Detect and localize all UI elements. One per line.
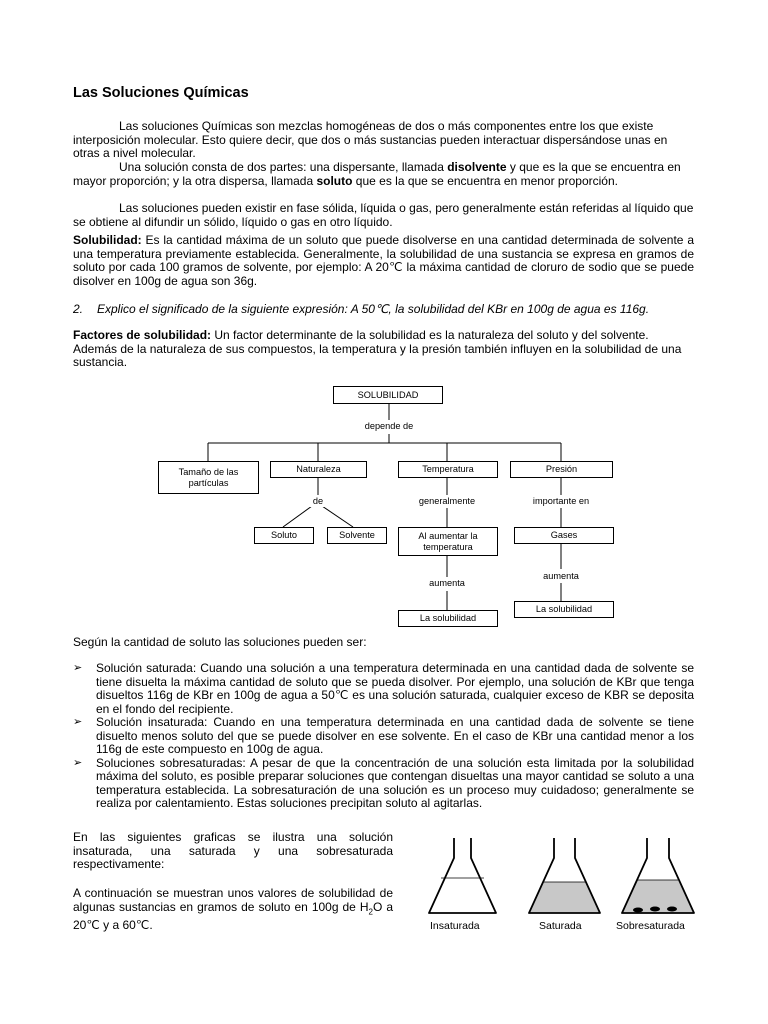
term-soluto: soluto [316,173,353,188]
intro-text-2a: Una solución consta de dos partes: una dispersante, llamada [119,160,448,174]
flask-saturada-icon [529,838,600,913]
node-naturaleza: Naturaleza [270,461,367,478]
solution-types-list [73,662,694,811]
flask-insaturada-icon [429,838,496,913]
flask-illustrations [410,830,710,925]
label-depende-de: depende de [350,421,428,432]
bullet-insaturada: Solución insaturada: Cuando en una temperatura determinada en una cantidad dada de solvente se tiene disuelto menos soluto del que se puede disolver en ese solvente. En el caso de KBr una cantidad menor a los 116g de este compuesto en 100g de agua. [96,715,694,756]
label-generalmente: generalmente [407,496,487,507]
node-al-aumentar: Al aumentar la temperatura [398,527,498,556]
solubilidad-text: Es la cantidad máxima de un soluto que puede disolverse en una cantidad determinada de solvente a una temperatura previamente establecida. Generalmente, la solubilidad de una sustancia se expresa en gramos de soluto por cada 100 gramos de solvente, por ejemplo: A 20℃ la máxima cantidad de cloruro de sodio que se puede disolver en 100g de agua son 36g. [73,233,694,288]
label-aumenta-temperatura: aumenta [417,578,477,589]
valores-text-b: O a 20℃ y a 60℃. [73,899,393,932]
intro-text-1: Las soluciones Químicas son mezclas homogéneas de dos o más componentes entre los que existe interposición molecular. Esto quiere decir, que dos o más sustancias pueden interactuar dispersándose unas en otras a nivel molecular. [73,119,668,161]
intro-text-3: Las soluciones pueden existir en fase sólida, líquida o gas, pero generalmente están referidas al líquido que se obtiene al difundir un sólido, líquido o gas en otro líquido. [73,201,694,229]
node-tamano: Tamaño de las partículas [158,461,259,494]
node-gases: Gases [514,527,614,544]
flask-sobresaturada-icon [622,838,694,913]
label-importante-en: importante en [521,496,601,507]
node-solvente: Solvente [327,527,387,544]
arrowhead-bullet-icon: ➢ [73,756,83,769]
node-soluto: Soluto [254,527,314,544]
valores-paragraph [73,887,393,932]
page-title: Las Soluciones Químicas [73,85,249,101]
valores-subscript: 2 [368,906,373,916]
graficas-paragraph: En las siguientes graficas se ilustra una solución insaturada, una saturada y una sobresaturada respectivamente: [73,830,393,872]
question-2 [73,302,713,316]
arrowhead-bullet-icon: ➢ [73,662,83,674]
intro-text-2e: que es la que se encuentra en menor proporción. [352,173,618,188]
caption-sobresaturada: Sobresaturada [616,920,685,932]
intro-paragraph-2 [73,161,694,188]
solubilidad-paragraph [73,234,694,288]
segun-paragraph: Según la cantidad de soluto las soluciones pueden ser: [73,635,367,649]
intro-paragraph-3 [73,202,694,229]
node-la-solubilidad-presion: La solubilidad [514,601,614,618]
solubilidad-label: Solubilidad: [73,233,142,247]
list-item [73,662,694,716]
factores-paragraph [73,329,694,370]
term-disolvente: disolvente [447,160,507,174]
intro-text-2c: y que es la que se encuentra en mayor proporción; y la otra dispersa, llamada [73,160,681,188]
question-text: Explico el significado de la siguiente expresión: A 50℃, la solubilidad del KBr en 100g de agua es 116g. [97,302,650,316]
caption-saturada: Saturada [539,920,582,932]
node-solubilidad: SOLUBILIDAD [333,386,443,404]
list-item [73,716,694,757]
label-aumenta-presion: aumenta [531,571,591,582]
node-temperatura: Temperatura [398,461,498,478]
list-item [73,757,694,811]
factores-text: Un factor determinante de la solubilidad es la naturaleza del soluto y del solvente. Además de la naturaleza de sus compuestos, la temperatura y la presión también influyen en la solubilidad de una sustancia. [73,328,682,370]
node-la-solubilidad-temperatura: La solubilidad [398,610,498,627]
factores-label: Factores de solubilidad: [73,328,212,342]
valores-text-a: A continuación se muestran unos valores de solubilidad de algunas sustancias en gramos de soluto en 100g de H [73,886,393,914]
intro-paragraph-1 [73,120,694,161]
label-de: de [305,496,331,507]
arrowhead-bullet-icon: ➢ [73,716,83,728]
question-number: 2. [73,302,84,316]
caption-insaturada: Insaturada [430,920,480,932]
node-presion: Presión [510,461,613,478]
bullet-saturada: Solución saturada: Cuando una solución a una temperatura determinada en una cantidad dada de solvente se tiene disuelta la máxima cantidad de soluto que se pueda disolver. Por ejemplo, una solución de KBr que tenga disueltos 116g de KBr en 100g de agua a 50℃ es una solución saturada, cualquier exceso de KBR se deposita en el fondo del recipiente. [96,661,694,716]
bullet-sobresaturada: Soluciones sobresaturadas: A pesar de que la concentración de una solución esta limitada por la solubilidad máxima del soluto, es posible preparar soluciones que contengan disueltas una mayor cantidad se soluto a una temperatura establecida. La sobresaturación de una solución es un proceso muy cuidadoso; generalmente se realiza por calentamiento. Estas soluciones precipitan soluto al agitarlas. [96,755,694,810]
